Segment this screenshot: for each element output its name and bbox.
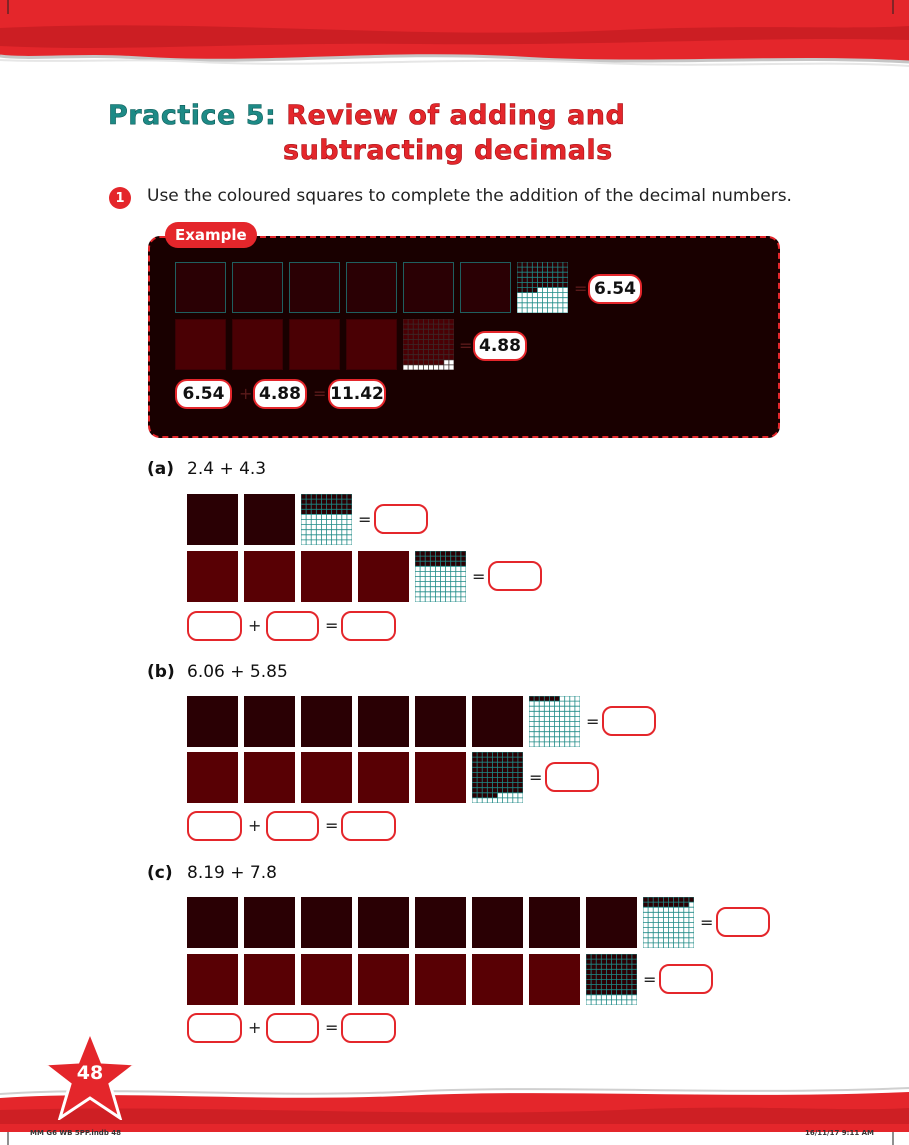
part-b-row1-whole-square — [301, 696, 352, 747]
page-number: 48 — [76, 1062, 104, 1084]
part-b-row1-whole-square — [472, 696, 523, 747]
part-c-sum-addend-box-2[interactable] — [266, 1013, 319, 1043]
example-equals-symbol: = — [574, 279, 588, 298]
part-b-sum-addend-box-2[interactable] — [266, 811, 319, 841]
example-row1-whole-square — [175, 262, 226, 313]
example-row2-answer: 4.88 — [473, 331, 527, 361]
part-c-row1-whole-square — [472, 897, 523, 948]
part-c-row1-whole-square — [586, 897, 637, 948]
part-a-row2-hundredths-grid — [415, 551, 466, 602]
part-a-sum-total-box[interactable] — [341, 611, 396, 641]
part-c-row2-whole-square — [472, 954, 523, 1005]
example-row1-hundredths-grid — [517, 262, 568, 313]
example-tag: Example — [165, 222, 257, 248]
part-b-row1-hundredths-grid — [529, 696, 580, 747]
part-a-row1-whole-square — [244, 494, 295, 545]
part-a-sum-addend-box-1[interactable] — [187, 611, 242, 641]
example-sum-addend-1: 6.54 — [175, 379, 232, 409]
footer-file-info: MM G6 WB 5PP.indb 48 — [30, 1129, 122, 1137]
part-c-row1-whole-square — [244, 897, 295, 948]
part-c-expression: 8.19 + 7.8 — [187, 863, 277, 883]
part-c-row1-hundredths-grid — [643, 897, 694, 948]
part-a-row1-equals: = — [358, 510, 372, 529]
example-sum-total: 11.42 — [328, 379, 386, 409]
part-a-row2-equals: = — [472, 567, 486, 586]
part-a-row1-answer-box[interactable] — [374, 504, 428, 534]
part-c-plus: + — [248, 1018, 262, 1037]
footer-timestamp: 16/11/17 9:11 AM — [805, 1129, 875, 1137]
part-a-row2-whole-square — [187, 551, 238, 602]
part-b-row2-answer-box[interactable] — [545, 762, 599, 792]
part-c-equals: = — [325, 1018, 339, 1037]
header-banner — [0, 0, 909, 70]
part-c-row2-whole-square — [301, 954, 352, 1005]
part-b-label: (b) — [147, 662, 175, 682]
part-b-row1-answer-box[interactable] — [602, 706, 656, 736]
part-b-row1-whole-square — [187, 696, 238, 747]
part-c-row1-whole-square — [358, 897, 409, 948]
part-c-row2-answer-box[interactable] — [659, 964, 713, 994]
part-b-row2-whole-square — [244, 752, 295, 803]
part-b-expression: 6.06 + 5.85 — [187, 662, 288, 682]
example-row2-whole-square — [175, 319, 226, 370]
example-row2-whole-square — [232, 319, 283, 370]
example-row1-whole-square — [460, 262, 511, 313]
part-c-row1-equals: = — [700, 913, 714, 932]
part-c-row1-whole-square — [415, 897, 466, 948]
part-a-row2-whole-square — [244, 551, 295, 602]
part-b-row2-whole-square — [415, 752, 466, 803]
part-b-row1-whole-square — [244, 696, 295, 747]
part-a-expression: 2.4 + 4.3 — [187, 459, 267, 479]
part-b-sum-addend-box-1[interactable] — [187, 811, 242, 841]
example-row1-answer: 6.54 — [588, 274, 642, 304]
example-sum-addend-2: 4.88 — [253, 379, 307, 409]
part-c-row2-equals: = — [643, 970, 657, 989]
part-c-row2-hundredths-grid — [586, 954, 637, 1005]
part-c-row1-whole-square — [529, 897, 580, 948]
part-b-equals: = — [325, 816, 339, 835]
part-a-row1-hundredths-grid — [301, 494, 352, 545]
part-c-sum-addend-box-1[interactable] — [187, 1013, 242, 1043]
part-b-row2-hundredths-grid — [472, 752, 523, 803]
question-number-badge: 1 — [109, 187, 131, 209]
part-a-plus: + — [248, 616, 262, 635]
example-row1-whole-square — [403, 262, 454, 313]
part-a-label: (a) — [147, 459, 175, 479]
part-b-row2-whole-square — [187, 752, 238, 803]
part-a-row2-whole-square — [301, 551, 352, 602]
part-b-row1-whole-square — [358, 696, 409, 747]
example-plus-symbol: + — [239, 384, 253, 403]
part-c-row1-whole-square — [301, 897, 352, 948]
page-title-line-1 — [108, 100, 625, 131]
part-c-row1-whole-square — [187, 897, 238, 948]
part-c-label: (c) — [147, 863, 173, 883]
part-c-row1-answer-box[interactable] — [716, 907, 770, 937]
title-main: Review of adding and — [286, 100, 626, 131]
example-equals-symbol: = — [313, 384, 327, 403]
question-instruction: Use the coloured squares to complete the addition of the decimal numbers. — [147, 186, 792, 206]
part-c-sum-total-box[interactable] — [341, 1013, 396, 1043]
example-row1-whole-square — [289, 262, 340, 313]
part-b-row2-whole-square — [358, 752, 409, 803]
part-a-row1-whole-square — [187, 494, 238, 545]
part-b-row1-whole-square — [415, 696, 466, 747]
part-b-plus: + — [248, 816, 262, 835]
part-a-sum-addend-box-2[interactable] — [266, 611, 319, 641]
part-c-row2-whole-square — [358, 954, 409, 1005]
part-c-row2-whole-square — [529, 954, 580, 1005]
example-row1-whole-square — [232, 262, 283, 313]
part-b-row1-equals: = — [586, 712, 600, 731]
title-prefix: Practice 5: — [108, 100, 277, 131]
example-row1-whole-square — [346, 262, 397, 313]
part-c-row2-whole-square — [244, 954, 295, 1005]
example-row2-hundredths-grid — [403, 319, 454, 370]
page-title-line-2: subtracting decimals — [283, 135, 613, 166]
part-a-row2-whole-square — [358, 551, 409, 602]
part-a-row2-answer-box[interactable] — [488, 561, 542, 591]
part-b-sum-total-box[interactable] — [341, 811, 396, 841]
example-equals-symbol: = — [459, 336, 473, 355]
part-b-row2-equals: = — [529, 768, 543, 787]
part-a-equals: = — [325, 616, 339, 635]
part-c-row2-whole-square — [415, 954, 466, 1005]
example-row2-whole-square — [346, 319, 397, 370]
part-b-row2-whole-square — [301, 752, 352, 803]
part-c-row2-whole-square — [187, 954, 238, 1005]
example-row2-whole-square — [289, 319, 340, 370]
